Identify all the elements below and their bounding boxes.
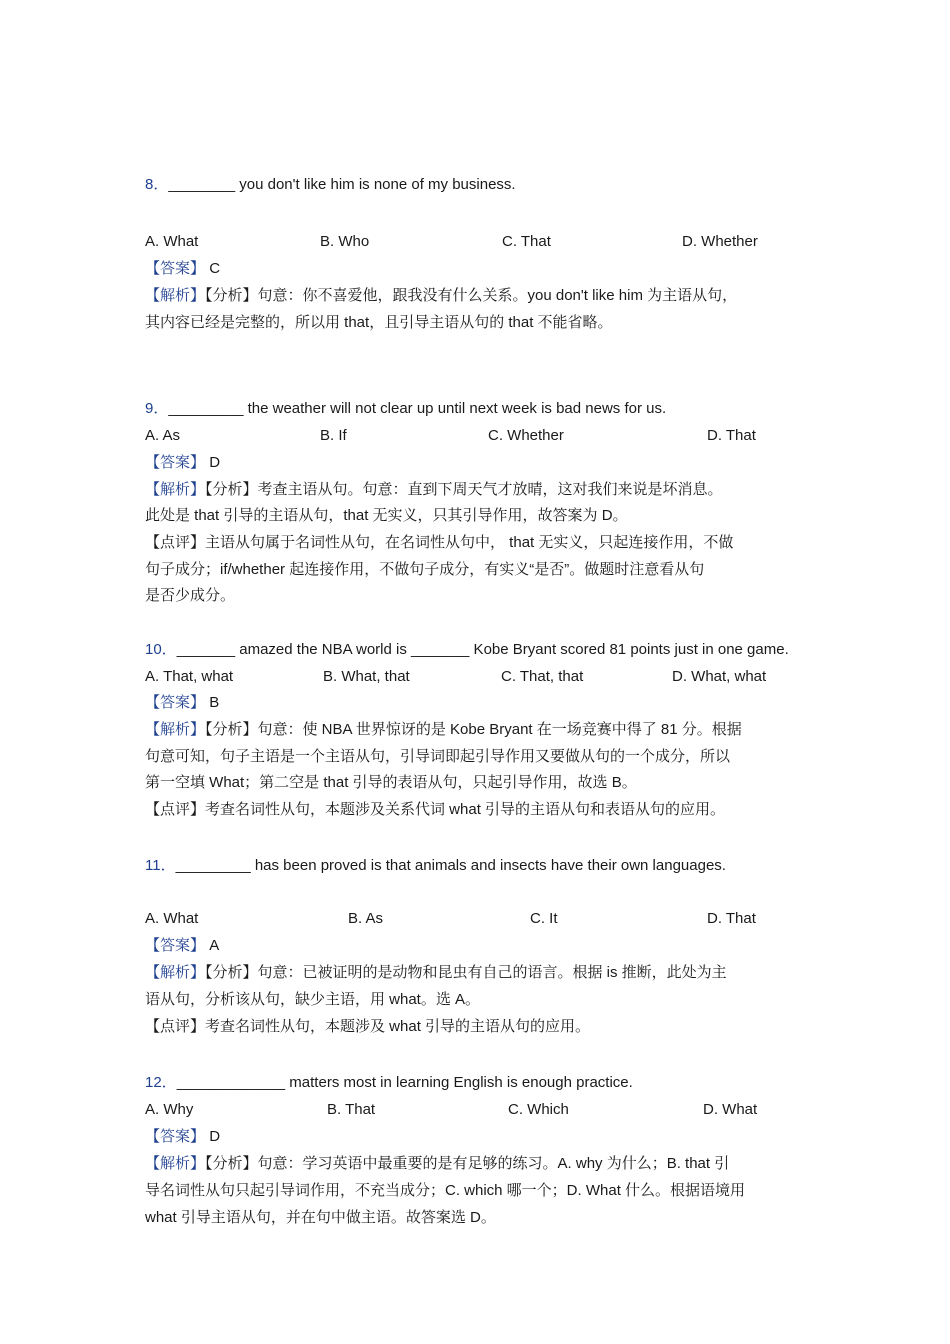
answer-tag: 【答案】 xyxy=(145,694,206,711)
comment-tag: 【点评】 xyxy=(145,534,206,551)
analysis-11-line-1 xyxy=(145,963,727,983)
answer-10 xyxy=(145,693,219,713)
option-a: A. Why xyxy=(145,1101,194,1118)
analysis-10-line-3: 第一空填 What；第二空是 that 引导的表语从句，只起引导作用，故选 B。 xyxy=(145,774,637,791)
analysis-12-line-1 xyxy=(145,1154,729,1174)
question-8 xyxy=(145,175,516,195)
comment-9-line-1 xyxy=(145,533,733,553)
analysis-12-line-2: 导名词性从句只起引导词作用，不充当成分；C. which 哪一个；D. What 什么。根据语境用 xyxy=(145,1182,746,1199)
options-11 xyxy=(0,909,950,929)
question-number: 12． xyxy=(145,1074,177,1091)
question-number: 8． xyxy=(145,176,169,193)
option-c: C. It xyxy=(530,910,558,927)
analysis-11-line-2: 语从句，分析该从句，缺少主语，用 what。选 A。 xyxy=(145,991,481,1008)
comment-9-line-2: 句子成分；if/whether 起连接作用，不做句子成分，有实义“是否”。做题时注意看从句 xyxy=(145,561,705,578)
comment-11-line-1 xyxy=(145,1017,590,1037)
answer-value: B xyxy=(209,694,220,711)
question-9 xyxy=(145,399,666,419)
comment-text: 考查名词性从句，本题涉及关系代词 what 引导的主语从句和表语从句的应用。 xyxy=(205,801,726,818)
question-11 xyxy=(145,856,726,876)
option-d: D. What, what xyxy=(672,668,767,685)
comment-text: 主语从句属于名词性从句，在名词性从句中， that 无实义，只起连接作用，不做 xyxy=(205,534,734,551)
answer-value: D xyxy=(209,454,221,471)
option-d: D. Whether xyxy=(682,233,758,250)
option-a: A. That, what xyxy=(145,668,234,685)
comment-tag: 【点评】 xyxy=(145,1018,206,1035)
answer-tag: 【答案】 xyxy=(145,454,206,471)
analysis-text: 【分析】考查主语从句。句意：直到下周天气才放晴，这对我们来说是坏消息。 xyxy=(205,481,723,498)
analysis-tag: 【解析】 xyxy=(145,964,206,981)
question-text: _____________ matters most in learning English is enough practice. xyxy=(176,1074,633,1091)
analysis-tag: 【解析】 xyxy=(145,1155,206,1172)
analysis-tag: 【解析】 xyxy=(145,721,206,738)
analysis-text: 【分析】句意：你不喜爱他，跟我没有什么关系。you don't like him 为主语从句， xyxy=(205,287,738,304)
option-b: B. What, that xyxy=(323,668,410,685)
question-number: 9． xyxy=(145,400,169,417)
options-9 xyxy=(0,426,950,446)
analysis-8-line-1 xyxy=(145,286,737,306)
option-d: D. What xyxy=(703,1101,758,1118)
analysis-text: 【分析】句意：已被证明的是动物和昆虫有自己的语言。根据 is 推断，此处为主 xyxy=(205,964,727,981)
answer-tag: 【答案】 xyxy=(145,937,206,954)
analysis-8-line-2: 其内容已经是完整的，所以用 that，且引导主语从句的 that 不能省略。 xyxy=(145,314,613,331)
question-text: _________ the weather will not clear up until next week is bad news for us. xyxy=(168,400,667,417)
question-text: _______ amazed the NBA world is _______ Kobe Bryant scored 81 points just in one game. xyxy=(176,641,789,658)
question-text: ________ you don't like him is none of my business. xyxy=(168,176,516,193)
question-number: 10． xyxy=(145,641,177,658)
option-a: A. What xyxy=(145,910,199,927)
analysis-9-line-1 xyxy=(145,480,723,500)
option-d: D. That xyxy=(707,910,756,927)
question-text: _________ has been proved is that animals and insects have their own languages. xyxy=(175,857,726,874)
option-b: B. That xyxy=(327,1101,376,1118)
option-a: A. What xyxy=(145,233,199,250)
answer-value: A xyxy=(209,937,220,954)
option-c: C. Whether xyxy=(488,427,564,444)
options-10 xyxy=(0,667,950,687)
comment-tag: 【点评】 xyxy=(145,801,206,818)
options-8 xyxy=(0,232,950,252)
analysis-tag: 【解析】 xyxy=(145,287,206,304)
answer-9 xyxy=(145,453,220,473)
question-12 xyxy=(145,1073,633,1093)
analysis-text: 【分析】句意：使 NBA 世界惊讶的是 Kobe Bryant 在一场竞赛中得了 81 分。根据 xyxy=(205,721,742,738)
analysis-9-line-2: 此处是 that 引导的主语从句，that 无实义，只其引导作用，故答案为 D。 xyxy=(145,507,628,524)
analysis-text: 【分析】句意：学习英语中最重要的是有足够的练习。A. why 为什么；B. that 引 xyxy=(205,1155,730,1172)
comment-9-line-3: 是否少成分。 xyxy=(145,587,236,604)
option-b: B. Who xyxy=(320,233,370,250)
answer-tag: 【答案】 xyxy=(145,1128,206,1145)
question-number: 11． xyxy=(145,857,176,874)
option-b: B. As xyxy=(348,910,384,927)
answer-12 xyxy=(145,1127,220,1147)
comment-text: 考查名词性从句，本题涉及 what 引导的主语从句的应用。 xyxy=(205,1018,591,1035)
option-b: B. If xyxy=(320,427,347,444)
option-c: C. That, that xyxy=(501,668,584,685)
analysis-tag: 【解析】 xyxy=(145,481,206,498)
option-c: C. Which xyxy=(508,1101,569,1118)
options-12 xyxy=(0,1100,950,1120)
analysis-12-line-3: what 引导主语从句，并在句中做主语。故答案选 D。 xyxy=(145,1209,496,1226)
analysis-10-line-1 xyxy=(145,720,742,740)
analysis-10-line-2: 句意可知，句子主语是一个主语从句，引导词即起引导作用又要做从句的一个成分，所以 xyxy=(145,748,731,765)
option-a: A. As xyxy=(145,427,181,444)
question-10 xyxy=(145,640,789,660)
answer-8 xyxy=(145,259,220,279)
option-d: D. That xyxy=(707,427,756,444)
option-c: C. That xyxy=(502,233,551,250)
answer-value: D xyxy=(209,1128,221,1145)
comment-10-line-1 xyxy=(145,800,725,820)
answer-11 xyxy=(145,936,219,956)
answer-tag: 【答案】 xyxy=(145,260,206,277)
answer-value: C xyxy=(209,260,221,277)
